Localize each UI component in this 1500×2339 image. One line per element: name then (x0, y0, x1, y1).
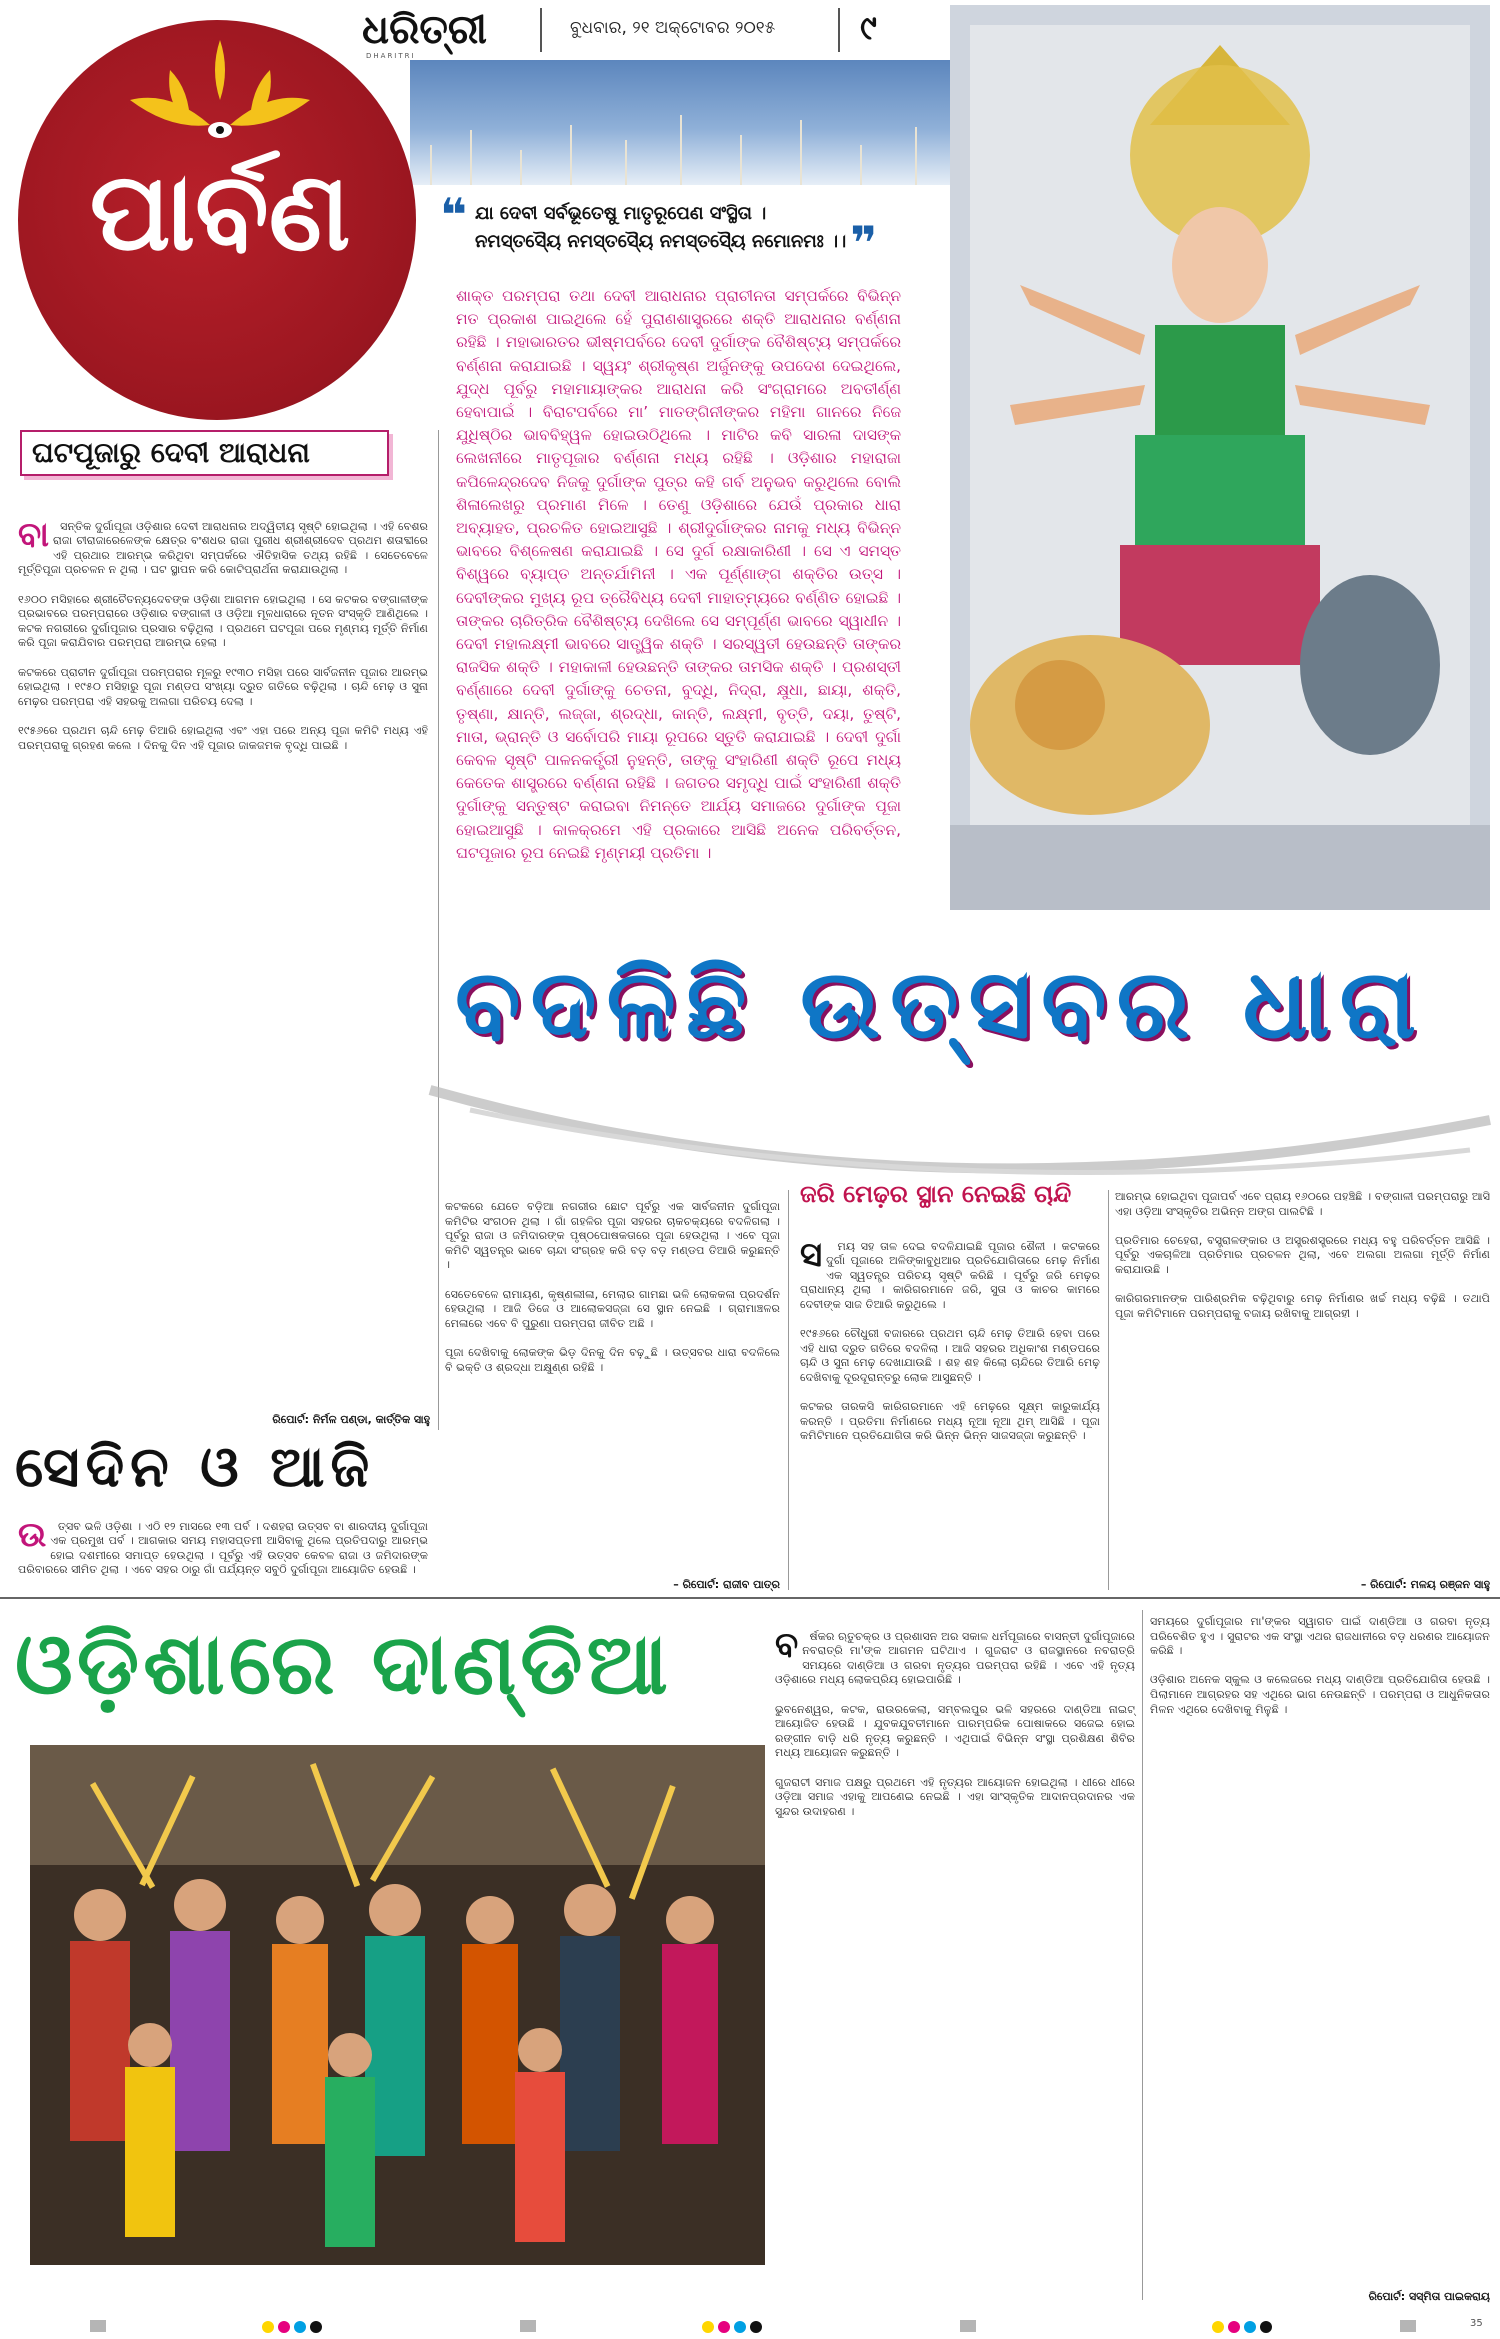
article-byline: – ରିପୋର୍ଟ: ମଳୟ ରଞ୍ଜନ ସାହୁ (1360, 1578, 1490, 1591)
dandia-dance-photo (30, 1745, 765, 2265)
dropcap: ଉ (18, 1514, 47, 1555)
print-registration-marks (0, 2312, 1500, 2339)
article-heading: ଜରି ମେଢ଼ର ସ୍ଥାନ ନେଇଛି ଚାନ୍ଦି (800, 1180, 1072, 1208)
open-quote-icon: ❝ (440, 188, 467, 242)
decorative-swoosh (430, 1060, 1490, 1200)
goddess-eyes-icon (110, 30, 330, 150)
page-number: ୯ (860, 8, 877, 48)
shloka-quote (440, 188, 940, 270)
print-mark (1400, 2320, 1416, 2332)
article-heading: ଓଡ଼ିଶାରେ ଦାଣ୍ଡିଆ (15, 1615, 672, 1713)
masthead-divider (540, 8, 542, 52)
article-heading: ଘଟପୂଜାରୁ ଦେବୀ ଆରାଧନା (20, 430, 389, 476)
section-divider (0, 1597, 1500, 1599)
article-byline: – ରିପୋର୍ଟ: ରାଜୀବ ପାତ୍ର (673, 1578, 780, 1591)
dropcap: ସ (800, 1234, 823, 1275)
dropcap: ବ (775, 1624, 799, 1665)
shloka-line: ଯା ଦେବୀ ସର୍ବଭୂତେଷୁ ମାତୃରୂପେଣ ସଂସ୍ଥିତା । (475, 203, 767, 224)
article-text: ମୟ ସହ ତାଳ ଦେଇ ବଦଳିଯାଇଛି ପୂଜାର ଶୈଳୀ । କଟକରେ ଦୁର୍ଗା ପୂଜାରେ ଅଳିଙ୍କାବୁଧିଆର ପ୍ରତିଯୋଗିତାରେ ମେଢ଼ ନିର୍ମାଣ ଏକ ସ୍ୱତନ୍ତ୍ର ପରିଚୟ ସୃଷ୍ଟି କରିଛି । ପୂର୍ବରୁ ଜରି ମେଢ଼ର ପ୍ରାଧାନ୍ୟ ଥିଲା । କାରିଗରମାନେ ଜରି, ସୁତା ଓ କାଚର କାମରେ ଦେବୀଙ୍କ ସାଜ ତିଆରି କରୁଥିଲେ । ୧୯୫୬ରେ ଚୌଧୁରୀ ବଜାରରେ ପ୍ରଥମ ଚାନ୍ଦି ମେଢ଼ ତିଆରି ହେବା ପରେ ଏହି ଧାରା ଦ୍ରୁତ ଗତିରେ ବଦଳିଲା । ଆଜି ସହରର ଅଧିକାଂଶ ମଣ୍ଡପରେ ଚାନ୍ଦି ଓ ସୁନା ମେଢ଼ ଦେଖାଯାଉଛି । ଶହ ଶହ କିଲୋ ଚାନ୍ଦିରେ ତିଆରି ମେଢ଼ ଦେଖିବାକୁ ଦୂରଦୂରାନ୍ତରୁ ଲୋକ ଆସୁଛନ୍ତି । କଟକର ତାରକସି କାରିଗରମାନେ ଏହି ମେଢ଼ରେ ସୂକ୍ଷ୍ମ କାରୁକାର୍ଯ୍ୟ କରନ୍ତି । ପ୍ରତିମା ନିର୍ମାଣରେ ମଧ୍ୟ ନୂଆ ନୂଆ ଥିମ୍ ଆସିଛି । ପୂଜା କମିଟିମାନେ ପ୍ରତିଯୋଗିତା କରି ଭିନ୍ନ ଭିନ୍ନ ସାଜସଜ୍ଜା କରୁଛନ୍ତି । (800, 1239, 1100, 1443)
column-rule (438, 430, 439, 1430)
cmyk-dots (700, 2318, 764, 2337)
shloka-line: ନମସ୍ତସ୍ୟୈ ନମସ୍ତସ୍ୟୈ ନମସ୍ତସ୍ୟୈ ନମୋନମଃ ।। (475, 231, 847, 252)
dropcap: ବା (18, 514, 49, 555)
article-text: ସନ୍ତିକ ଦୁର୍ଗାପୂଜା ଓଡ଼ିଶାର ଦେବୀ ଆରାଧନାର ଅଦ୍ୱିତୀୟ ସୃଷ୍ଟି ହୋଇଥିଲା । ଏହି ବେଶର ରାଜା ଚୀରାଜାରେଳେଙ୍କ କ୍ଷେତ୍ର ବଂଶଧର ରାଜା ପୁରୀଧ ଶ୍ରୀଶ୍ରୀଦେବ ପ୍ରଥମ ଶତାବ୍ଦୀରେ ଏହି ପ୍ରଥାର ଆରମ୍ଭ କରିଥିବା ସମ୍ପର୍କରେ ଐତିହାସିକ ତଥ୍ୟ ରହିଛି । ସେତେବେଳେ ମୂର୍ତ୍ତିପୂଜା ପ୍ରଚଳନ ନ ଥିଲା । ଘଟ ସ୍ଥାପନ କରି କୋଟିପ୍ରାର୍ଥନା କରାଯାଉଥିଲା । ୧୬୦୦ ମସିହାରେ ଶ୍ରୀଚୈତନ୍ୟଦେବଙ୍କ ଓଡ଼ିଶା ଆଗମନ ହୋଇଥିଲା । ସେ କଟକର ବଙ୍ଗାଳୀଙ୍କ ପ୍ରଭାବରେ ପରମ୍ପରାରେ ଓଡ଼ିଶାର ବଙ୍ଗାଳୀ ଓ ଓଡ଼ିଆ ମୂଳଧାରାରେ ନୂତନ ସଂସ୍କୃତି ଆଣିଥିଲେ । କଟକ ନଗରୀରେ ଦୁର୍ଗାପୂଜାର ପ୍ରସାର ବଢ଼ିଥିଲା । ପ୍ରଥମେ ଘଟପୂଜା ପରେ ମୃଣ୍ମୟ ମୂର୍ତ୍ତି ନିର୍ମାଣ କରି ପୂଜା କରାଯିବାର ପରମ୍ପରା ଆରମ୍ଭ ହେଲା । କଟକରେ ପ୍ରାଚୀନ ଦୁର୍ଗାପୂଜା ପରମ୍ପରାର ମୂଳରୁ ୧୯୩୦ ମସିହା ପରେ ସାର୍ବଜନୀନ ପୂଜାର ଆରମ୍ଭ ହୋଇଥିଲା । ୧୯୫୦ ମସିହାରୁ ପୂଜା ମଣ୍ଡପ ସଂଖ୍ୟା ଦ୍ରୁତ ଗତିରେ ବଢ଼ିଥିଲା । ଚାନ୍ଦି ମେଢ଼ ଓ ସୁନା ମେଢ଼ର ପରମ୍ପରା ଏହି ସହରକୁ ଅଲଗା ପରିଚୟ ଦେଲା । ୧୯୫୬ରେ ପ୍ରଥମ ଚାନ୍ଦି ମେଢ଼ ତିଆରି ହୋଇଥିଲା ଏବଂ ଏହା ପରେ ଅନ୍ୟ ପୂଜା କମିଟି ମଧ୍ୟ ଏହି ପରମ୍ପରାକୁ ଗ୍ରହଣ କଲେ । ଦିନକୁ ଦିନ ଏହି ପୂଜାର ଜାକଜମକ ବୃଦ୍ଧି ପାଇଛି । (18, 519, 428, 752)
article-heading: ସେଦିନ ଓ ଆଜି (15, 1435, 376, 1500)
durga-idol-photo (950, 5, 1490, 910)
print-mark (960, 2320, 976, 2332)
article-body: ସମୟରେ ଦୁର୍ଗାପୂଜାର ମା'ଙ୍କର ସ୍ୱାଗତ ପାଇଁ ଦାଣ୍ଡିଆ ଓ ଗରବା ନୃତ୍ୟ ପରିବେଶିତ ହୁଏ । ସୁରାଟର ଏକ ସଂସ୍ଥା ଏଥର ରାଜଧାନୀରେ ବଡ଼ ଧରଣର ଆୟୋଜନ କରିଛି । ଓଡ଼ିଶାର ଅନେକ ସ୍କୁଲ ଓ କଲେଜରେ ମଧ୍ୟ ଦାଣ୍ଡିଆ ପ୍ରତିଯୋଗିତା ହେଉଛି । ପିଲାମାନେ ଆଗ୍ରହର ସହ ଏଥିରେ ଭାଗ ନେଉଛନ୍ତି । ପରମ୍ପରା ଓ ଆଧୁନିକତାର ମିଳନ ଏଥିରେ ଦେଖିବାକୁ ମିଳୁଛି । (1150, 1615, 1490, 1716)
sky-banner-image (410, 60, 950, 185)
column-rule (1142, 1610, 1143, 2300)
newspaper-logo: ଧରିତ୍ରୀ (362, 6, 487, 53)
page-code: 35 (1470, 2318, 1483, 2329)
article-text: ତ୍ସବ ଭଳି ଓଡ଼ିଶା । ଏଠି ୧୨ ମାସରେ ୧୩ ପର୍ବ । ଦଶହରା ଉତ୍ସବ ବା ଶାରଦୀୟ ଦୁର୍ଗାପୂଜା ଏକ ପ୍ରମୁଖ ପର୍ବ । ଆଗକାର ସମୟ ମହାସପ୍ତମୀ ଆସିବାକୁ ଥିଲେ ପ୍ରତିପଦାରୁ ଆରମ୍ଭ ହୋଇ ଦଶମୀରେ ସମାପ୍ତ ହେଉଥିଲା । ପୂର୍ବରୁ ଏହି ଉତ୍ସବ କେବଳ ରାଜା ଓ ଜମିଦାରଙ୍କ ପରିବାରରେ ସୀମିତ ଥିଲା । ଏବେ ସହର ଠାରୁ ଗାଁ ପର୍ଯ୍ୟନ୍ତ ସବୁଠି ଦୁର୍ଗାପୂଜା ଆୟୋଜିତ ହେଉଛି । (18, 1519, 432, 1577)
cmyk-dots (1210, 2318, 1274, 2337)
article-byline: ରିପୋର୍ଟ: ସସ୍ମିତା ପାଇକରାୟ (1368, 2290, 1490, 2303)
article-text: ର୍ଷକର ଋତୁଚକ୍ର ଓ ପ୍ରଶାସନ ଅର ସକାଳ ଧର୍ମପୂଜାରେ ବାସନ୍ତୀ ଦୁର୍ଗାପୂଜାରେ ନବରାତ୍ରି ମା'ଙ୍କ ଆଗମନ ଘଟିଥାଏ । ଗୁଜରାଟ ଓ ରାଜସ୍ଥାନରେ ନବରାତ୍ରି ସମୟରେ ଦାଣ୍ଡିଆ ଓ ଗରବା ନୃତ୍ୟର ପରମ୍ପରା ରହିଛି । ଏବେ ଏହି ନୃତ୍ୟ ଓଡ଼ିଶାରେ ମଧ୍ୟ ଲୋକପ୍ରିୟ ହୋଇପାରିଛି । ଭୁବନେଶ୍ୱର, କଟକ, ରାଉରକେଲା, ସମ୍ବଲପୁର ଭଳି ସହରରେ ଦାଣ୍ଡିଆ ନାଇଟ୍ ଆୟୋଜିତ ହେଉଛି । ଯୁବକଯୁବତୀମାନେ ପାରମ୍ପରିକ ପୋଷାକରେ ସଜେଇ ହୋଇ ରଙ୍ଗୀନ ବାଡ଼ି ଧରି ନୃତ୍ୟ କରୁଛନ୍ତି । ଏଥିପାଇଁ ବିଭିନ୍ନ ସଂସ୍ଥା ପ୍ରଶିକ୍ଷଣ ଶିବିର ମଧ୍ୟ ଆୟୋଜନ କରୁଛନ୍ତି । ଗୁଜରାଟୀ ସମାଜ ପକ୍ଷରୁ ପ୍ରଥମେ ଏହି ନୃତ୍ୟର ଆୟୋଜନ ହୋଇଥିଲା । ଧୀରେ ଧୀରେ ଓଡ଼ିଆ ସମାଜ ଏହାକୁ ଆପଣେଇ ନେଇଛି । ଏହା ସାଂସ୍କୃତିକ ଆଦାନପ୍ରଦାନର ଏକ ସୁନ୍ଦର ଉଦାହରଣ । (775, 1629, 1135, 1818)
close-quote-icon: ❞ (850, 216, 878, 270)
newspaper-logo-subtitle: DHARITRI (366, 52, 416, 60)
column-rule (788, 1190, 789, 1590)
article-byline: ରିପୋର୍ଟ: ନିର୍ମଳ ପଣ୍ଡା, କାର୍ତ୍ତିକ ସାହୁ (272, 1413, 430, 1426)
section-title: ପାର୍ବଣ (89, 150, 351, 275)
article-body (800, 1225, 1100, 1590)
issue-date: ବୁଧବାର, ୨୧ ଅକ୍ଟୋବର ୨୦୧୫ (570, 18, 776, 38)
masthead-divider (838, 8, 840, 52)
print-mark (90, 2320, 106, 2332)
article-body (18, 505, 428, 1410)
article-body (775, 1615, 1135, 2305)
main-headline: ବଦଳିଛି ଉତ୍ସବର ଧାରା (455, 948, 1426, 1060)
column-rule (1108, 1190, 1109, 1590)
article-body (18, 1505, 432, 1590)
intro-paragraph: ଶାକ୍ତ ପରମ୍ପରା ତଥା ଦେବୀ ଆରାଧନାର ପ୍ରାଚୀନତା ସମ୍ପର୍କରେ ବିଭିନ୍ନ ମତ ପ୍ରକାଶ ପାଇଥିଲେ ହେଁ ପୁରାଣଶାସ୍ତ୍ରରେ ଶକ୍ତି ଆରାଧନାର ବର୍ଣ୍ଣନା ରହିଛି । ମହାଭାରତର ଭୀଷ୍ମପର୍ବରେ ଦେବୀ ଦୁର୍ଗାଙ୍କ ବୈଶିଷ୍ଟ୍ୟ ସମ୍ପର୍କରେ ବର୍ଣ୍ଣନା କରାଯାଇଛି । ସ୍ୱୟଂ ଶ୍ରୀକୃଷ୍ଣ ଅର୍ଜୁନଙ୍କୁ ଉପଦେଶ ଦେଇଥିଲେ, ଯୁଦ୍ଧ ପୂର୍ବରୁ ମହାମାୟାଙ୍କର ଆରାଧନା କରି ସଂଗ୍ରାମରେ ଅବତୀର୍ଣ୍ଣ ହେବାପାଇଁ । ବିରାଟପର୍ବରେ ମା’ ମାତଙ୍ଗିନୀଙ୍କର ମହିମା ଗାନରେ ନିଜେ ଯୁଧିଷ୍ଠିର ଭାବବିହ୍ୱଳ ହୋଇଉଠିଥିଲେ । ମାଟିର କବି ସାରଳା ଦାସଙ୍କ ଲେଖନୀରେ ମାତୃପୂଜାର ବର୍ଣ୍ଣନା ମଧ୍ୟ ରହିଛି । ଓଡ଼ିଶାର ମହାରାଜା କପିଳେନ୍ଦ୍ରଦେବ ନିଜକୁ ଦୁର୍ଗାଙ୍କ ପୁତ୍ର କହି ଗର୍ବ ଅନୁଭବ କରୁଥିଲେ ବୋଲି ଶିଳାଲେଖରୁ ପ୍ରମାଣ ମିଳେ । ତେଣୁ ଓଡ଼ିଶାରେ ଯେଉଁ ପ୍ରକାର ଧାରା ଅବ୍ୟାହତ, ପ୍ରଚଳିତ ହୋଇଆସୁଛି । ଶ୍ରୀଦୁର୍ଗାଙ୍କର ନାମକୁ ମଧ୍ୟ ବିଭିନ୍ନ ଭାବରେ ବିଶ୍ଳେଷଣ କରାଯାଇଛି । ସେ ଦୁର୍ଗ ରକ୍ଷାକାରିଣୀ । ସେ ଏ ସମସ୍ତ ବିଶ୍ୱରେ ବ୍ୟାପ୍ତ ଅନ୍ତର୍ଯାମିନୀ । ଏକ ପୂର୍ଣ୍ଣାଙ୍ଗ ଶକ୍ତିର ଉତ୍ସ । ଦେବୀଙ୍କର ମୁଖ୍ୟ ରୂପ ତ୍ରୈବିଧ୍ୟ ଦେବୀ ମାହାତ୍ମ୍ୟରେ ବର୍ଣ୍ଣିତ ହୋଇଛି । ତାଙ୍କର ଚାରିତ୍ରିକ ବୈଶିଷ୍ଟ୍ୟ ଦେଖିଲେ ସେ ସମ୍ପୂର୍ଣ୍ଣ ଭାବରେ ସ୍ୱାଧୀନ । ଦେବୀ ମହାଲକ୍ଷ୍ମୀ ଭାବରେ ସାତ୍ତ୍ୱିକ ଶକ୍ତି । ସରସ୍ୱତୀ ହେଉଛନ୍ତି ତାଙ୍କର ରାଜସିକ ଶକ୍ତି । ମହାକାଳୀ ହେଉଛନ୍ତି ତାଙ୍କର ତାମସିକ ଶକ୍ତି । ପ୍ରଶସ୍ତୀ ବର୍ଣ୍ଣାରେ ଦେବୀ ଦୁର୍ଗାଙ୍କୁ ଚେତନା, ବୁଦ୍ଧି, ନିଦ୍ରା, କ୍ଷୁଧା, ଛାୟା, ଶକ୍ତି, ତୃଷ୍ଣା, କ୍ଷାନ୍ତି, ଲଜ୍ଜା, ଶ୍ରଦ୍ଧା, କାନ୍ତି, ଲକ୍ଷ୍ମୀ, ବୃତ୍ତି, ଦୟା, ତୁଷ୍ଟି, ମାତା, ଭ୍ରାନ୍ତି ଓ ସର୍ବୋପରି ମାୟା ରୂପରେ ସ୍ତୁତି କରାଯାଇଛି । ଦେବୀ ଦୁର୍ଗା କେବଳ ସୃଷ୍ଟି ପାଳନକର୍ତ୍ତ୍ରୀ ନୁହନ୍ତି, ତାଙ୍କୁ ସଂହାରିଣୀ ଶକ୍ତି ରୂପେ ମଧ୍ୟ କେତେକ ଶାସ୍ତ୍ରରେ ବର୍ଣ୍ଣନା ରହିଛି । ଜଗତର ସମୃଦ୍ଧି ପାଇଁ ସଂହାରିଣୀ ଶକ୍ତି ଦୁର୍ଗାଙ୍କୁ ସନ୍ତୁଷ୍ଟ କରାଇବା ନିମନ୍ତେ ଆର୍ଯ୍ୟ ସମାଜରେ ଦୁର୍ଗାଙ୍କ ପୂଜା ହୋଇଆସୁଛି । କାଳକ୍ରମେ ଏହି ପ୍ରକାରେ ଆସିଛି ଅନେକ ପରିବର୍ତ୍ତନ, ଘଟପୂଜାର ରୂପ ନେଇଛି ମୃଣ୍ମୟୀ ପ୍ରତିମା । (456, 287, 901, 862)
article-body: କଟକରେ ଯେତେ ବଡ଼ିଆ ନଗରୀର ଛୋଟ ପୂର୍ବରୁ ଏକ ସାର୍ବଜନୀନ ଦୁର୍ଗାପୂଜା କମିଟିର ସଂଗଠନ ଥିଲା । ଗାଁ ଗହଳିର ପୂଜା ସହରର ଚାକଚକ୍ୟରେ ବଦଳିଗଲା । ପୂର୍ବରୁ ରାଜା ଓ ଜମିଦାରଙ୍କ ପୃଷ୍ଠପୋଷକତାରେ ପୂଜା ହେଉଥିଲା । ଏବେ ପୂଜା କମିଟି ସ୍ୱତନ୍ତ୍ର ଭାବେ ଚାନ୍ଦା ସଂଗ୍ରହ କରି ବଡ଼ ବଡ଼ ମଣ୍ଡପ ତିଆରି କରୁଛନ୍ତି । ସେତେବେଳେ ରାମାୟଣ, କୃଷ୍ଣଲୀଳା, ମେଲାର ଗାମଛା ଭଳି ଲୋକକଳା ପ୍ରଦର୍ଶନ ହେଉଥିଲା । ଆଜି ଡିଜେ ଓ ଆଲୋକସଜ୍ଜା ସେ ସ୍ଥାନ ନେଇଛି । ଗ୍ରାମାଞ୍ଚଳର ମେଳାରେ ଏବେ ବି ପୁରୁଣା ପରମ୍ପରା ଜୀବିତ ଅଛି । ପୂଜା ଦେଖିବାକୁ ଲୋକଙ୍କ ଭିଡ଼ ଦିନକୁ ଦିନ ବଢ଼ୁଛି । ଉତ୍ସବର ଧାରା ବଦଳିଲେ ବି ଭକ୍ତି ଓ ଶ୍ରଦ୍ଧା ଅକ୍ଷୁଣ୍ଣ ରହିଛି । (445, 1200, 780, 1374)
print-mark (520, 2320, 536, 2332)
cmyk-dots (260, 2318, 324, 2337)
article-body: ଆରମ୍ଭ ହୋଇଥିବା ପୂଜାପର୍ବ ଏବେ ପ୍ରାୟ ୧୬୦ରେ ପହଞ୍ଚିଛି । ବଙ୍ଗାଳୀ ପରମ୍ପରାରୁ ଆସି ଏହା ଓଡ଼ିଆ ସଂସ୍କୃତିର ଅଭିନ୍ନ ଅଙ୍ଗ ପାଲଟିଛି । ପ୍ରତିମାର ଚେହେରା, ବସ୍ତ୍ରାଳଙ୍କାର ଓ ଅସ୍ତ୍ରଶସ୍ତ୍ରରେ ମଧ୍ୟ ବହୁ ପରିବର୍ତ୍ତନ ଆସିଛି । ପୂର୍ବରୁ ଏକଚାଳିଆ ପ୍ରତିମାର ପ୍ରଚଳନ ଥିଲା, ଏବେ ଅଲଗା ଅଲଗା ମୂର୍ତ୍ତି ନିର୍ମାଣ କରାଯାଉଛି । କାରିଗରମାନଙ୍କ ପାରିଶ୍ରମିକ ବଢ଼ିଥିବାରୁ ମେଢ଼ ନିର୍ମାଣର ଖର୍ଚ୍ଚ ମଧ୍ୟ ବଢ଼ିଛି । ତଥାପି ପୂଜା କମିଟିମାନେ ପରମ୍ପରାକୁ ବଜାୟ ରଖିବାକୁ ଆଗ୍ରହୀ । (1115, 1190, 1490, 1320)
